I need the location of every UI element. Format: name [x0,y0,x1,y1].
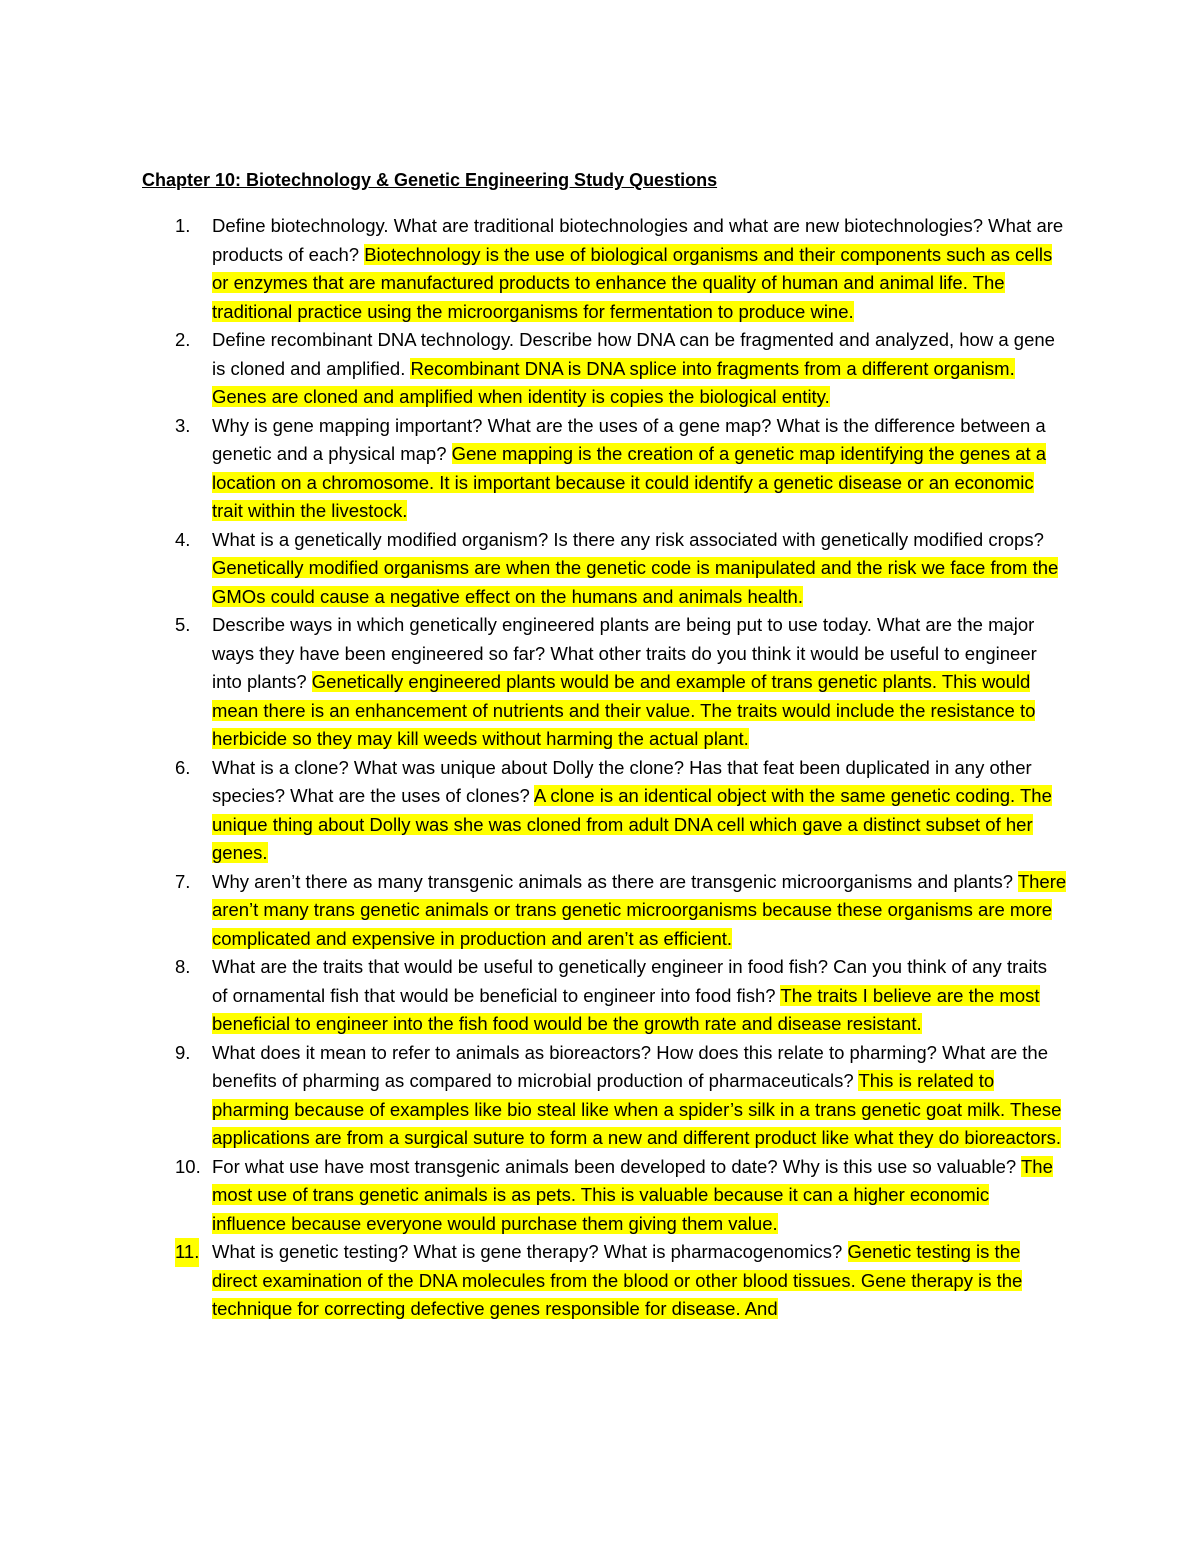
answer-highlight: Genetically engineered plants would be and example of trans genetic plants. This would mean there is an enhancement of nutrients and their value. The traits would include the resistance to herbicide so they may kill weeds without harming the actual plant. [212,671,1036,749]
answer-highlight: Biotechnology is the use of biological organisms and their components such as cells or enzymes that are manufactured products to enhance the quality of human and animal life. The traditional practice using the microorganisms for fermentation to produce wine. [212,243,1053,322]
question-number: 6. [175,756,191,778]
answer-highlight: A clone is an identical object with the same genetic coding. The unique thing about Dolly was she was cloned from adult DNA cell which gave a distinct subset of her genes. [212,785,1052,863]
answer-highlight: This is related to pharming because of examples like bio steal like when a spider’s silk in a trans genetic goat milk. These applications are from a surgical suture to form a new and different product like what they do bioreactors. [212,1070,1062,1148]
question-number: 3. [175,414,191,436]
question-text: For what use have most transgenic animals been developed to date? Why is this use so valuable? [212,1155,1021,1177]
question-number: 9. [175,1041,191,1063]
question-text: Why is gene mapping important? What are the uses of a gene map? What is the difference between a genetic and a physical map? [212,414,1046,464]
question-item [142,326,1067,412]
question-text: What is genetic testing? What is gene therapy? What is pharmacogenomics? [212,1241,848,1262]
question-item [142,1238,1067,1324]
question-item [142,412,1067,526]
document-title: Chapter 10: Biotechnology & Genetic Engineering Study Questions [142,170,718,190]
question-item [142,1153,1067,1239]
question-number: 2. [175,329,191,350]
question-text: Why aren’t there as many transgenic animals as there are transgenic microorganisms and plants? [212,870,1018,892]
question-text: What does it mean to refer to animals as bioreactors? How does this relate to pharming? What are the benefits of pharming as compared to microbial production of pharmaceuticals? [212,1041,1048,1091]
question-number: 10. [175,1155,201,1177]
question-number: 1. [175,215,191,236]
answer-highlight: The traits I believe are the most beneficial to engineer into the fish food would be the growth rate and disease resistant. [212,984,1040,1034]
question-item [142,212,1067,326]
question-item [142,1039,1067,1153]
question-number: 4. [175,528,191,550]
answer-highlight: Genetically modified organisms are when the genetic code is manipulated and the risk we face from the GMOs could cause a negative effect on the humans and animals health. [212,557,1059,607]
question-number: 5. [175,614,191,635]
question-item [142,868,1067,954]
answer-highlight: There aren’t many trans genetic animals or trans genetic microorganisms because these organisms are more complicated and expensive in production and aren’t as efficient. [212,870,1067,949]
question-text: What is a clone? What was unique about Dolly the clone? Has that feat been duplicated in any other species? What are the uses of clones? [212,756,1032,806]
question-number: 11. [175,1238,199,1267]
answer-highlight: The most use of trans genetic animals is as pets. This is valuable because it can a higher economic influence because everyone would purchase them giving them value. [212,1155,1053,1234]
question-text: Define biotechnology. What are traditional biotechnologies and what are new biotechnologies? What are products of each? [212,215,1064,265]
question-text: What is a genetically modified organism? Is there any risk associated with genetically modified crops? [212,528,1044,550]
answer-highlight: Gene mapping is the creation of a genetic map identifying the genes at a location on a chromosome. It is important because it could identify a genetic disease or an economic trait within the livestock. [212,443,1047,521]
question-item [142,754,1067,868]
question-item [142,953,1067,1039]
question-text: Define recombinant DNA technology. Describe how DNA can be fragmented and analyzed, how a gene is cloned and amplified. [212,329,1055,379]
question-number: 8. [175,956,191,977]
question-number: 7. [175,870,191,892]
question-text: Describe ways in which genetically engineered plants are being put to use today. What are the major ways they have been engineered so far? What other traits do you think it would be useful to engineer into plants? [212,614,1037,692]
question-item [142,526,1067,612]
question-text: What are the traits that would be useful to genetically engineer in food fish? Can you think of any traits of ornamental fish that would be beneficial to engineer into food fish? [212,956,1048,1006]
answer-highlight: Recombinant DNA is DNA splice into fragments from a different organism. Genes are cloned and amplified when identity is copies the biological entity. [212,357,1015,407]
question-item [142,611,1067,754]
answer-highlight: Genetic testing is the direct examination of the DNA molecules from the blood or other blood tissues. Gene therapy is the technique for correcting defective genes responsible for disease. And [212,1241,1023,1319]
question-list [142,212,1067,1324]
